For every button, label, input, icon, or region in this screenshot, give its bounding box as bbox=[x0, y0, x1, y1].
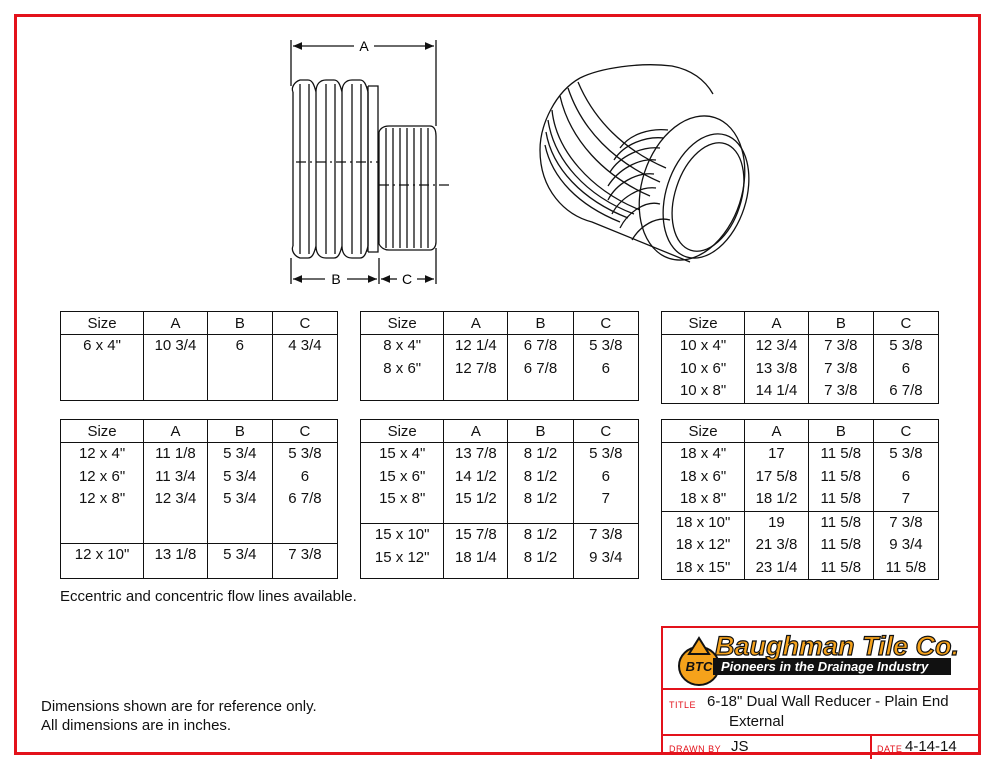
reference-note: Dimensions shown are for reference only. bbox=[41, 698, 317, 715]
cell-value: 9 3/4 bbox=[889, 536, 923, 553]
cell-value: 5 3/8 bbox=[889, 445, 923, 462]
title-block bbox=[661, 626, 980, 755]
cell-value: 15 x 6" bbox=[379, 467, 426, 485]
cell-value: 5 3/8 bbox=[288, 445, 322, 462]
cell-value: 15 1/2 bbox=[455, 490, 497, 507]
column-header: Size bbox=[61, 420, 144, 443]
table-cell bbox=[662, 443, 745, 512]
title-label: TITLE bbox=[669, 700, 697, 710]
cell-value: 17 5/8 bbox=[755, 467, 798, 485]
cell-value: 12 3/4 bbox=[154, 490, 197, 507]
column-header: A bbox=[745, 312, 809, 335]
company-logo bbox=[663, 628, 980, 690]
table-cell bbox=[207, 443, 272, 544]
cell-value: 8 1/2 bbox=[523, 490, 558, 507]
cell-value: 7 3/8 bbox=[824, 382, 858, 399]
column-header: A bbox=[745, 420, 809, 443]
cell-value: 14 1/2 bbox=[455, 467, 497, 485]
cell-value: 12 x 10" bbox=[74, 546, 130, 564]
cell-value: 7 3/8 bbox=[589, 526, 623, 544]
column-header: Size bbox=[361, 420, 444, 443]
table-row-group bbox=[361, 443, 639, 524]
cell-value: 15 7/8 bbox=[455, 526, 497, 544]
table-cell bbox=[361, 524, 444, 579]
column-header: B bbox=[207, 420, 272, 443]
table-cell bbox=[61, 443, 144, 544]
cell-value: 11 5/8 bbox=[885, 558, 927, 576]
table-cell bbox=[361, 335, 444, 401]
size-table-6 bbox=[60, 311, 338, 401]
cell-value: 15 x 8" bbox=[379, 490, 426, 507]
cell-value: 6 bbox=[901, 467, 911, 485]
table-cell bbox=[508, 443, 573, 524]
cell-value: 11 5/8 bbox=[820, 536, 862, 553]
cell-value: 4 3/4 bbox=[288, 337, 322, 354]
table-cell bbox=[873, 443, 938, 512]
table-cell bbox=[144, 335, 208, 401]
table-cell bbox=[272, 443, 337, 544]
table-cell bbox=[272, 335, 337, 401]
table-cell bbox=[873, 511, 938, 580]
cell-value: 6 bbox=[601, 359, 610, 377]
cell-value: 15 x 4" bbox=[379, 445, 426, 462]
table-cell bbox=[207, 544, 272, 579]
cell-value: 7 3/8 bbox=[824, 337, 858, 354]
table-cell bbox=[745, 335, 809, 404]
cell-value: 12 7/8 bbox=[455, 359, 497, 377]
size-table-8 bbox=[360, 311, 639, 401]
cell-value: 10 x 6" bbox=[679, 359, 727, 377]
column-header: B bbox=[508, 312, 573, 335]
cell-value: 17 bbox=[768, 445, 785, 462]
cell-value: 13 7/8 bbox=[455, 445, 497, 462]
column-header: B bbox=[808, 312, 873, 335]
company-tagline: Pioneers in the Drainage Industry bbox=[721, 659, 929, 674]
column-header: A bbox=[144, 420, 208, 443]
column-header: B bbox=[207, 312, 272, 335]
table-header-row bbox=[61, 420, 338, 443]
cell-value: 15 x 12" bbox=[374, 548, 430, 566]
cell-value: 11 5/8 bbox=[820, 558, 862, 576]
cell-value: 6 bbox=[601, 467, 610, 485]
cell-value: 6 7/8 bbox=[523, 359, 558, 377]
drawn-by-label: DRAWN BY bbox=[669, 744, 722, 754]
cell-value: 5 3/4 bbox=[223, 490, 257, 507]
cell-value: 10 x 4" bbox=[679, 337, 727, 354]
cell-value: 18 x 6" bbox=[679, 467, 727, 485]
table-row-group bbox=[662, 335, 939, 404]
column-header: A bbox=[444, 420, 508, 443]
table-cell bbox=[573, 335, 638, 401]
cell-value: 6 bbox=[235, 337, 245, 354]
table-cell bbox=[144, 544, 208, 579]
cell-value: 8 1/2 bbox=[523, 548, 558, 566]
cell-value: 8 x 6" bbox=[383, 359, 422, 377]
column-header: C bbox=[873, 420, 938, 443]
column-header: C bbox=[272, 312, 337, 335]
cell-value: 21 3/8 bbox=[755, 536, 798, 553]
cell-value: 11 5/8 bbox=[820, 467, 862, 485]
drawing-title-line2: External bbox=[729, 713, 785, 730]
units-note: All dimensions are in inches. bbox=[41, 717, 232, 734]
title-row bbox=[663, 688, 980, 734]
column-header: C bbox=[873, 312, 938, 335]
column-header: A bbox=[444, 312, 508, 335]
table-cell bbox=[444, 443, 508, 524]
table-cell bbox=[808, 511, 873, 580]
cell-value: 5 3/8 bbox=[589, 445, 623, 462]
cell-value: 11 3/4 bbox=[155, 467, 196, 485]
cell-value: 8 x 4" bbox=[383, 337, 422, 354]
column-header: C bbox=[573, 420, 638, 443]
cell-value: 8 1/2 bbox=[523, 526, 558, 544]
title-block-divider bbox=[870, 736, 872, 759]
table-cell bbox=[508, 335, 573, 401]
cell-value: 14 1/4 bbox=[755, 382, 798, 399]
table-cell bbox=[745, 511, 809, 580]
size-table-10 bbox=[661, 311, 939, 404]
cell-value: 10 x 8" bbox=[679, 382, 727, 399]
table-cell bbox=[808, 335, 873, 404]
column-header: Size bbox=[61, 312, 144, 335]
cell-value: 12 x 6" bbox=[78, 467, 126, 485]
column-header: Size bbox=[662, 312, 745, 335]
cell-value: 9 3/4 bbox=[589, 548, 623, 566]
cell-value: 19 bbox=[768, 513, 785, 531]
dimension-b-label: B bbox=[331, 271, 341, 287]
cell-value: 12 3/4 bbox=[755, 337, 798, 354]
cell-value: 5 3/4 bbox=[223, 546, 257, 564]
table-cell bbox=[745, 443, 809, 512]
table-cell bbox=[573, 443, 638, 524]
cell-value: 11 5/8 bbox=[820, 490, 862, 507]
table-cell bbox=[662, 335, 745, 404]
table-row-group bbox=[361, 524, 639, 579]
table-cell bbox=[207, 335, 272, 401]
cell-value: 18 x 10" bbox=[675, 513, 731, 531]
table-cell bbox=[662, 511, 745, 580]
cell-value: 5 3/8 bbox=[889, 337, 923, 354]
table-cell bbox=[272, 544, 337, 579]
size-table-15 bbox=[360, 419, 639, 579]
column-header: B bbox=[808, 420, 873, 443]
cell-value: 18 x 15" bbox=[675, 558, 731, 576]
table-cell bbox=[361, 443, 444, 524]
company-name: Baughman Tile Co. bbox=[715, 631, 960, 661]
flow-lines-note: Eccentric and concentric flow lines available. bbox=[60, 588, 357, 605]
cell-value: 8 1/2 bbox=[523, 445, 558, 462]
table-cell bbox=[61, 544, 144, 579]
table-cell bbox=[444, 335, 508, 401]
cell-value: 6 7/8 bbox=[889, 382, 923, 399]
cell-value: 7 3/8 bbox=[889, 513, 923, 531]
cell-value: 12 1/4 bbox=[455, 337, 497, 354]
cell-value: 7 3/8 bbox=[824, 359, 858, 377]
cell-value: 6 bbox=[300, 467, 310, 485]
cell-value: 6 7/8 bbox=[523, 337, 558, 354]
table-row-group bbox=[61, 443, 338, 544]
logo-badge: BTC bbox=[685, 659, 713, 674]
table-row-group bbox=[662, 511, 939, 580]
table-cell bbox=[508, 524, 573, 579]
cell-value: 7 3/8 bbox=[288, 546, 322, 564]
table-header-row bbox=[361, 420, 639, 443]
table-cell bbox=[144, 443, 208, 544]
column-header: C bbox=[573, 312, 638, 335]
table-header-row bbox=[361, 312, 639, 335]
cell-value: 6 x 4" bbox=[83, 337, 121, 354]
table-header-row bbox=[662, 420, 939, 443]
cell-value: 5 3/8 bbox=[589, 337, 623, 354]
dimension-a-label: A bbox=[359, 38, 369, 54]
table-cell bbox=[808, 443, 873, 512]
reducer-drawings bbox=[0, 0, 1000, 300]
cell-value: 18 x 8" bbox=[679, 490, 727, 507]
cell-value: 11 5/8 bbox=[820, 513, 862, 531]
cell-value: 5 3/4 bbox=[223, 445, 257, 462]
cell-value: 15 x 10" bbox=[374, 526, 430, 544]
table-cell bbox=[573, 524, 638, 579]
cell-value: 12 x 4" bbox=[78, 445, 126, 462]
cell-value: 18 1/2 bbox=[755, 490, 798, 507]
isometric-view bbox=[540, 65, 764, 274]
cell-value: 11 1/8 bbox=[155, 445, 196, 462]
size-table-12 bbox=[60, 419, 338, 579]
drawn-by-value: JS bbox=[731, 738, 749, 755]
table-row-group bbox=[61, 335, 338, 401]
side-view bbox=[291, 40, 452, 284]
drawn-row bbox=[663, 734, 980, 759]
cell-value: 6 bbox=[901, 359, 911, 377]
cell-value: 8 1/2 bbox=[523, 467, 558, 485]
cell-value: 6 7/8 bbox=[288, 490, 322, 507]
table-header-row bbox=[662, 312, 939, 335]
column-header: C bbox=[272, 420, 337, 443]
cell-value: 18 x 12" bbox=[675, 536, 731, 553]
cell-value: 12 x 8" bbox=[78, 490, 126, 507]
cell-value: 7 bbox=[901, 490, 911, 507]
table-row-group bbox=[662, 443, 939, 512]
date-label: DATE bbox=[877, 744, 903, 754]
table-header-row bbox=[61, 312, 338, 335]
table-cell bbox=[873, 335, 938, 404]
table-row-group bbox=[61, 544, 338, 579]
table-cell bbox=[444, 524, 508, 579]
cell-value: 10 3/4 bbox=[154, 337, 197, 354]
table-cell bbox=[61, 335, 144, 401]
date-value: 4-14-14 bbox=[905, 738, 957, 755]
drawing-title: 6-18" Dual Wall Reducer - Plain End bbox=[707, 693, 949, 710]
column-header: A bbox=[144, 312, 208, 335]
column-header: Size bbox=[361, 312, 444, 335]
cell-value: 18 1/4 bbox=[455, 548, 497, 566]
cell-value: 7 bbox=[601, 490, 610, 507]
table-row-group bbox=[361, 335, 639, 401]
column-header: B bbox=[508, 420, 573, 443]
dimension-c-label: C bbox=[401, 271, 413, 287]
size-table-18 bbox=[661, 419, 939, 580]
cell-value: 13 3/8 bbox=[755, 359, 798, 377]
cell-value: 23 1/4 bbox=[755, 558, 798, 576]
cell-value: 5 3/4 bbox=[223, 467, 257, 485]
cell-value: 11 5/8 bbox=[820, 445, 862, 462]
column-header: Size bbox=[662, 420, 745, 443]
cell-value: 18 x 4" bbox=[679, 445, 727, 462]
cell-value: 13 1/8 bbox=[154, 546, 197, 564]
